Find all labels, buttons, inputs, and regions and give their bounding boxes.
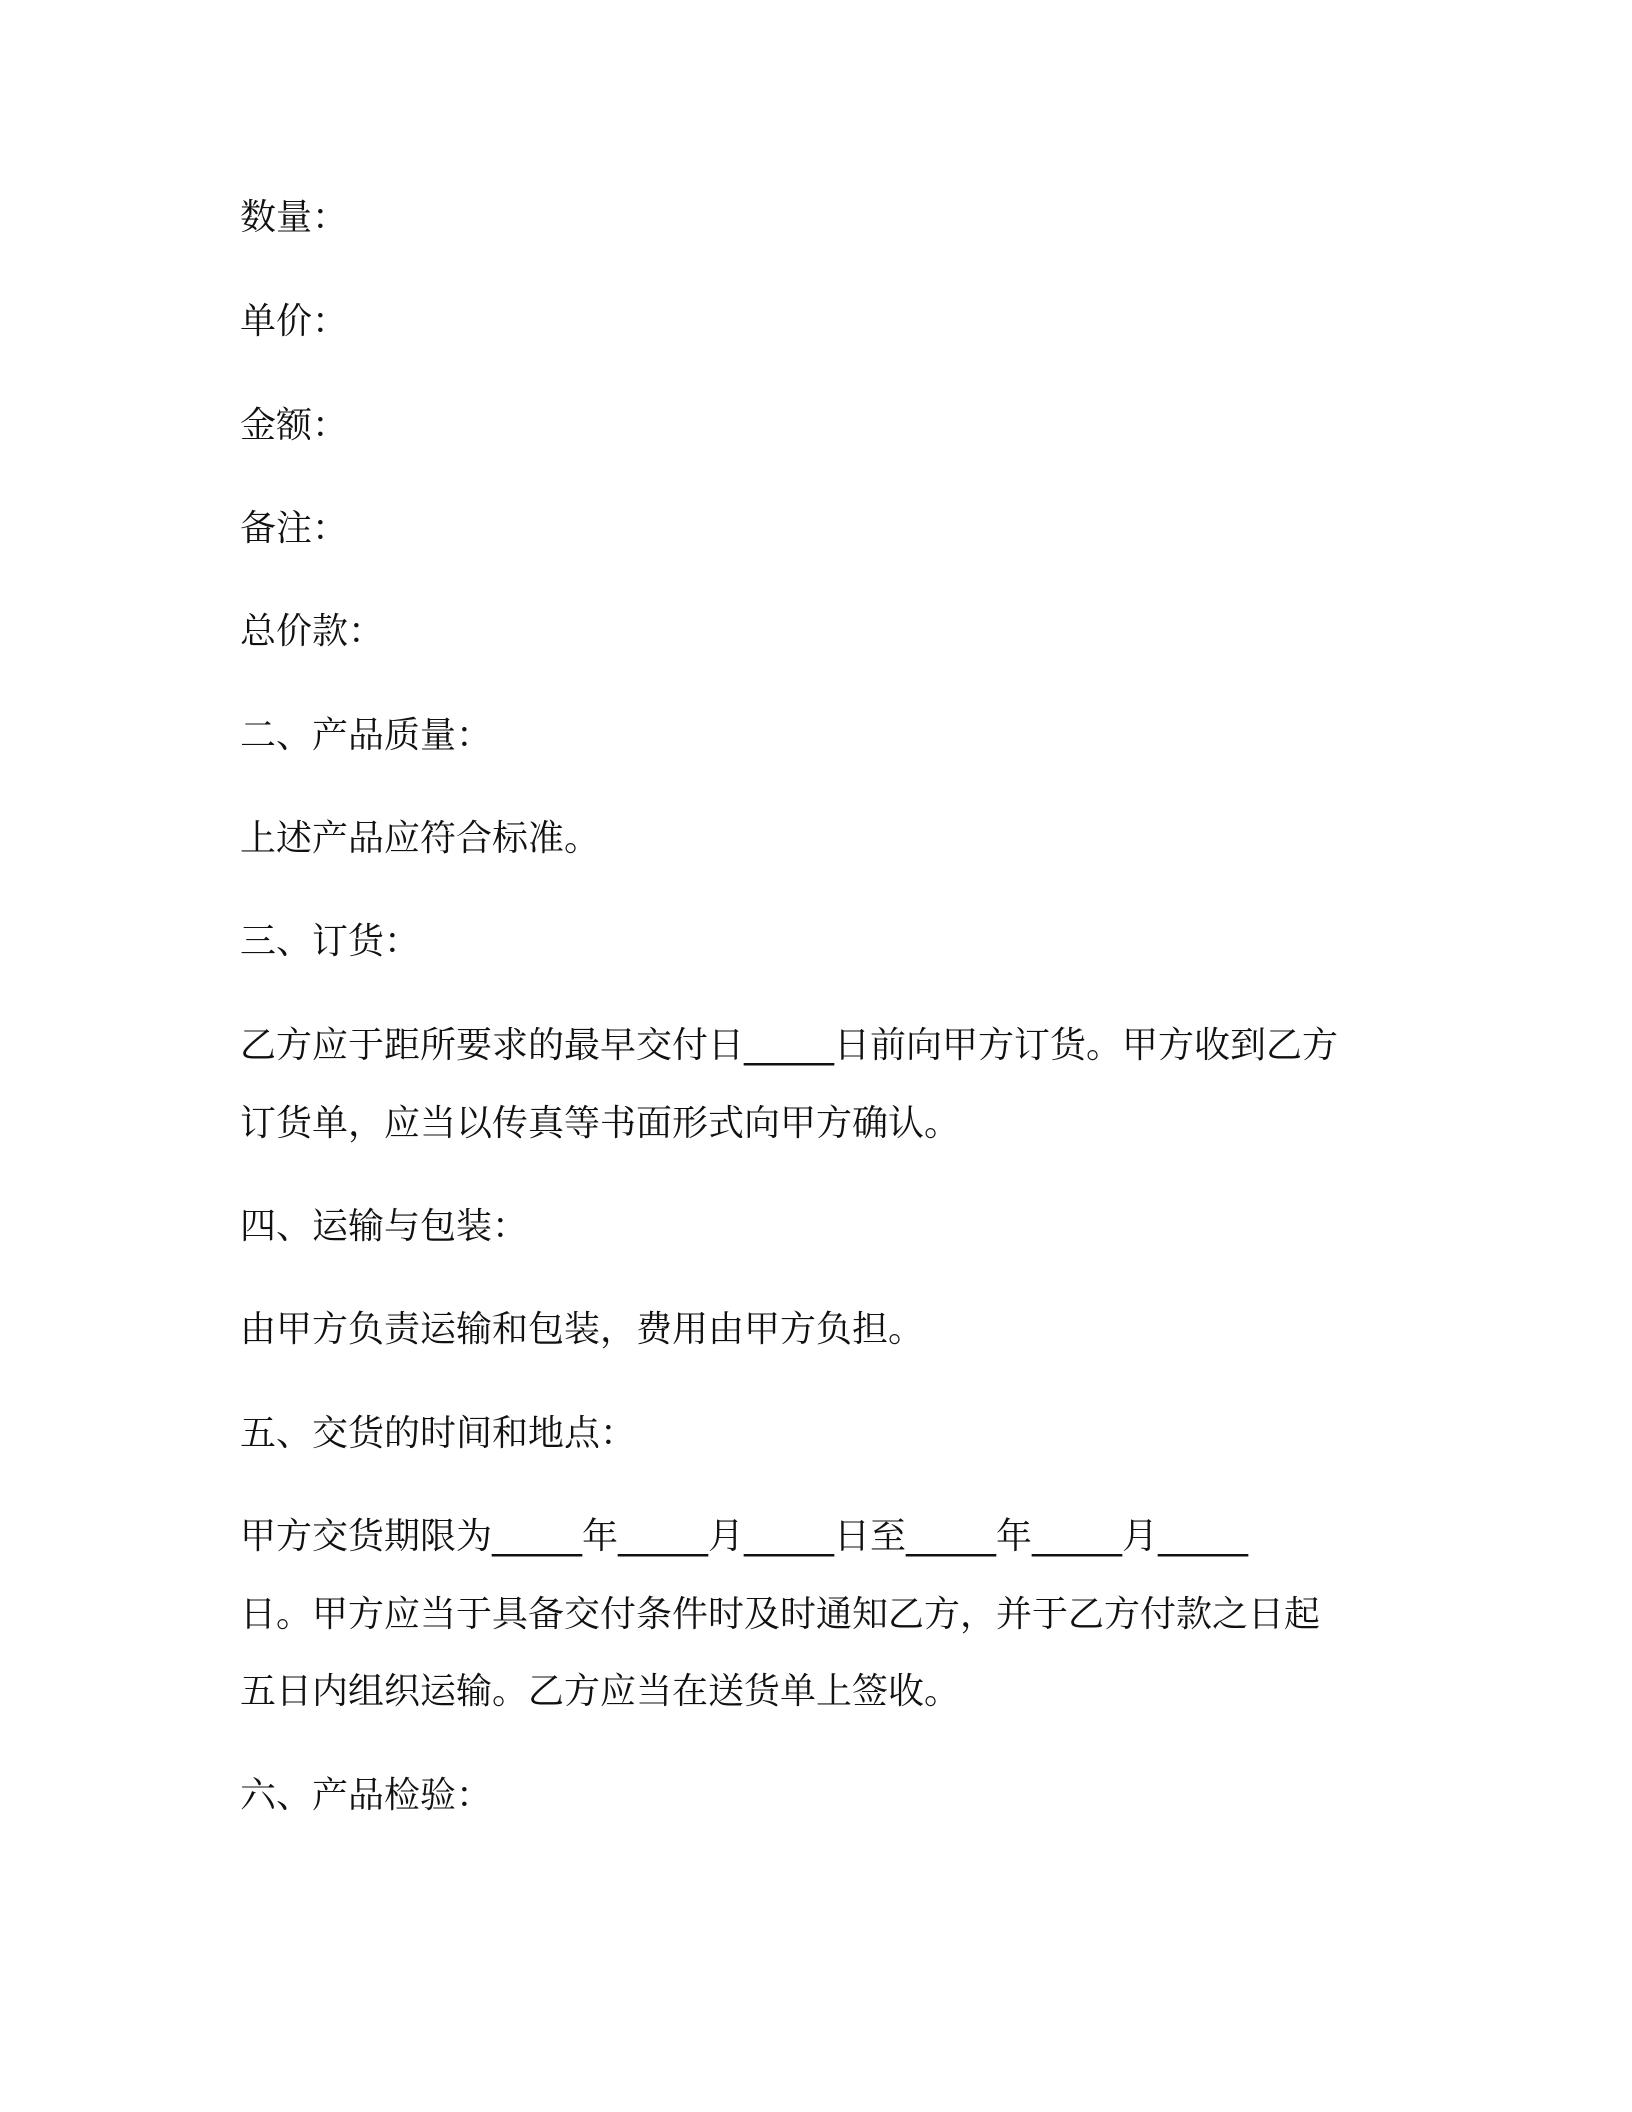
paragraph-ordering-line-2: 订货单，应当以传真等书面形式向甲方确认。 [240, 1103, 961, 1144]
paragraph-ordering-line-1: 乙方应于距所要求的最早交付日_____日前向甲方订货。甲方收到乙方 [240, 1025, 1339, 1066]
section-heading-ordering: 三、订货： [240, 921, 421, 962]
section-heading-delivery: 五、交货的时间和地点： [240, 1413, 637, 1454]
paragraph-delivery-line-2: 日。甲方应当于具备交付条件时及时通知乙方，并于乙方付款之日起 [240, 1594, 1321, 1635]
field-quantity: 数量： [240, 197, 349, 238]
field-remarks: 备注： [240, 508, 349, 549]
field-total-price: 总价款： [240, 611, 385, 652]
section-heading-transport: 四、运输与包装： [240, 1206, 529, 1247]
paragraph-delivery-line-1: 甲方交货期限为_____年_____月_____日至_____年_____月_____ [240, 1516, 1249, 1557]
field-unit-price: 单价： [240, 301, 349, 342]
section-heading-quality: 二、产品质量： [240, 715, 493, 756]
paragraph-transport: 由甲方负责运输和包装，费用由甲方负担。 [240, 1309, 925, 1350]
paragraph-delivery-line-3: 五日内组织运输。乙方应当在送货单上签收。 [240, 1671, 961, 1712]
paragraph-quality: 上述产品应符合标准。 [240, 818, 601, 859]
field-amount: 金额： [240, 405, 349, 446]
section-heading-inspection: 六、产品检验： [240, 1775, 493, 1816]
